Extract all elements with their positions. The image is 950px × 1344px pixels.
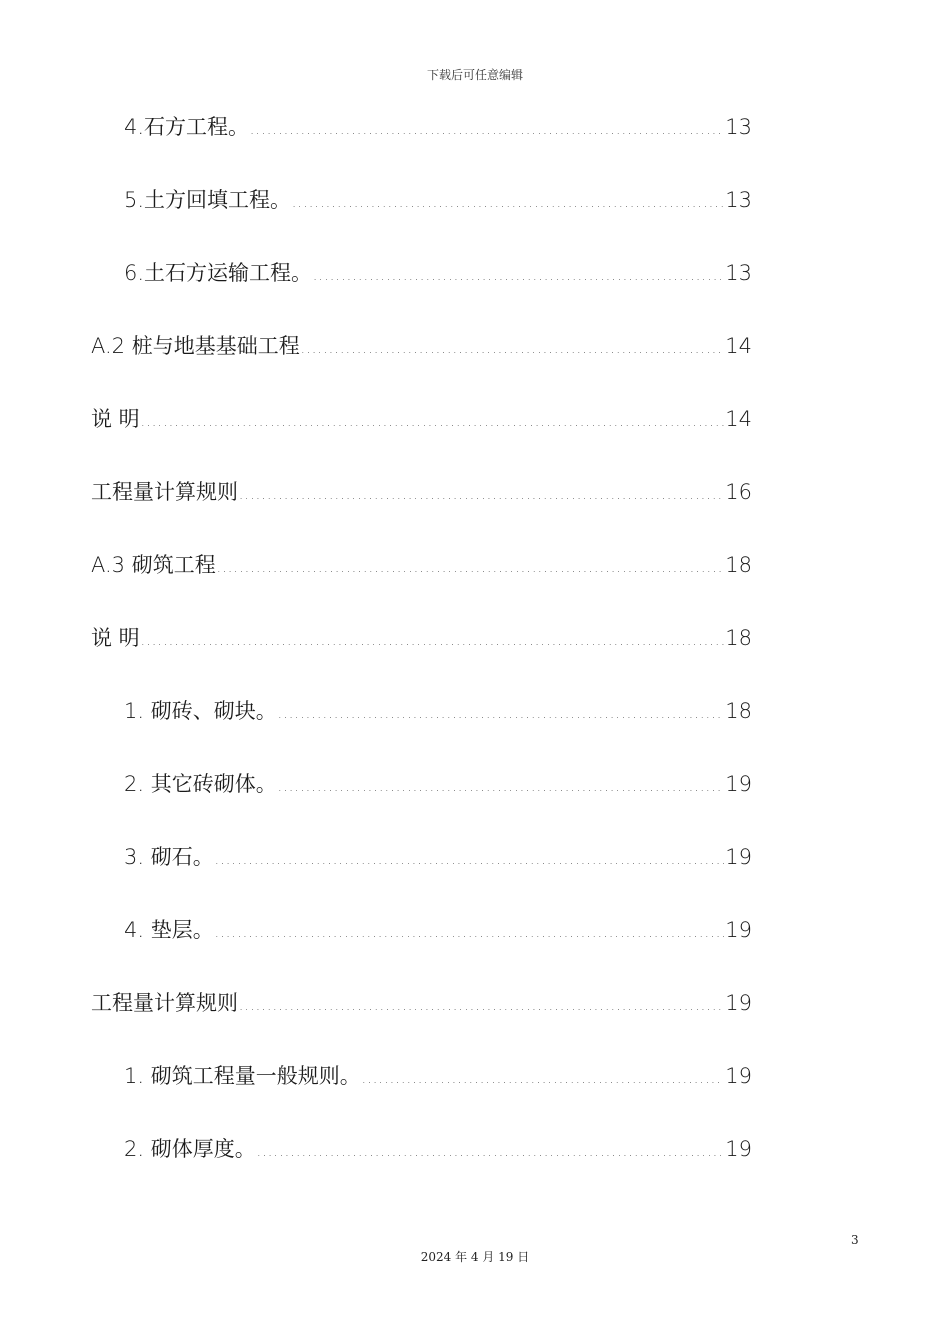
toc-entry-page: 18 bbox=[725, 699, 752, 723]
toc-entry-page: 18 bbox=[725, 553, 752, 577]
toc-entry[interactable] bbox=[124, 841, 752, 873]
toc-entry-page: 13 bbox=[725, 115, 752, 139]
toc-entry[interactable] bbox=[124, 257, 752, 289]
footer-date: 2024 年 4 月 19 日 bbox=[420, 1250, 530, 1264]
toc-entry-page: 14 bbox=[725, 334, 752, 358]
toc-entry[interactable] bbox=[91, 622, 752, 654]
toc-entry-title: 2. 砌体厚度。 bbox=[124, 1137, 256, 1161]
toc-dot-leader bbox=[250, 115, 724, 147]
toc-entry[interactable] bbox=[91, 549, 752, 581]
page-header: 下载后可任意编辑 bbox=[426, 68, 523, 82]
toc-entry-page: 16 bbox=[725, 480, 752, 504]
toc-entry-page: 19 bbox=[725, 1137, 752, 1161]
toc-entry-page: 19 bbox=[725, 918, 752, 942]
toc-dot-leader bbox=[292, 188, 724, 220]
toc-entry-title: 1. 砌筑工程量一般规则。 bbox=[124, 1064, 361, 1088]
toc-dot-leader bbox=[301, 334, 725, 366]
toc-entry[interactable] bbox=[91, 330, 752, 362]
toc-entry[interactable] bbox=[124, 1133, 752, 1165]
toc-entry-title: 说 明 bbox=[91, 407, 140, 431]
toc-entry-page: 13 bbox=[725, 188, 752, 212]
toc-entry-page: 19 bbox=[725, 991, 752, 1015]
toc-entry-title: A.2 桩与地基基础工程 bbox=[91, 334, 300, 358]
toc-entry-title: 5.土方回填工程。 bbox=[124, 188, 292, 212]
toc-entry-title: 3. 砌石。 bbox=[124, 845, 214, 869]
toc-entry[interactable] bbox=[124, 695, 752, 727]
toc-entry[interactable] bbox=[91, 403, 752, 435]
toc-entry-title: 工程量计算规则 bbox=[91, 480, 238, 504]
toc-entry-page: 19 bbox=[725, 845, 752, 869]
toc-entry-title: 说 明 bbox=[91, 626, 140, 650]
toc-entry-title: A.3 砌筑工程 bbox=[91, 553, 216, 577]
toc-dot-leader bbox=[217, 553, 725, 585]
toc-entry[interactable] bbox=[124, 914, 752, 946]
toc-entry-title: 1. 砌砖、砌块。 bbox=[124, 699, 277, 723]
toc-dot-leader bbox=[215, 845, 725, 877]
toc-entry[interactable] bbox=[91, 987, 752, 1019]
toc-entry-page: 19 bbox=[725, 772, 752, 796]
toc-dot-leader bbox=[141, 407, 725, 439]
toc-entry[interactable] bbox=[124, 111, 752, 143]
toc-entry[interactable] bbox=[124, 768, 752, 800]
toc-dot-leader bbox=[257, 1137, 725, 1169]
toc-entry-page: 18 bbox=[725, 626, 752, 650]
toc-dot-leader bbox=[278, 772, 725, 804]
toc-entry[interactable] bbox=[124, 1060, 752, 1092]
toc-entry-title: 工程量计算规则 bbox=[91, 991, 238, 1015]
toc-dot-leader bbox=[278, 699, 725, 731]
toc-entry[interactable] bbox=[124, 184, 752, 216]
toc-entry-page: 13 bbox=[725, 261, 752, 285]
toc-dot-leader bbox=[215, 918, 725, 950]
toc-entry-title: 2. 其它砖砌体。 bbox=[124, 772, 277, 796]
page-number: 3 bbox=[851, 1233, 859, 1247]
toc-entry-title: 4.石方工程。 bbox=[124, 115, 250, 139]
toc-dot-leader bbox=[362, 1064, 725, 1096]
toc-entry-page: 19 bbox=[725, 1064, 752, 1088]
toc-entry[interactable] bbox=[91, 476, 752, 508]
toc-dot-leader bbox=[313, 261, 724, 293]
toc-dot-leader bbox=[239, 991, 724, 1023]
toc-entry-title: 4. 垫层。 bbox=[124, 918, 214, 942]
toc-dot-leader bbox=[141, 626, 725, 658]
toc-dot-leader bbox=[239, 480, 724, 512]
toc-entry-title: 6.土石方运输工程。 bbox=[124, 261, 313, 285]
toc-entry-page: 14 bbox=[725, 407, 752, 431]
